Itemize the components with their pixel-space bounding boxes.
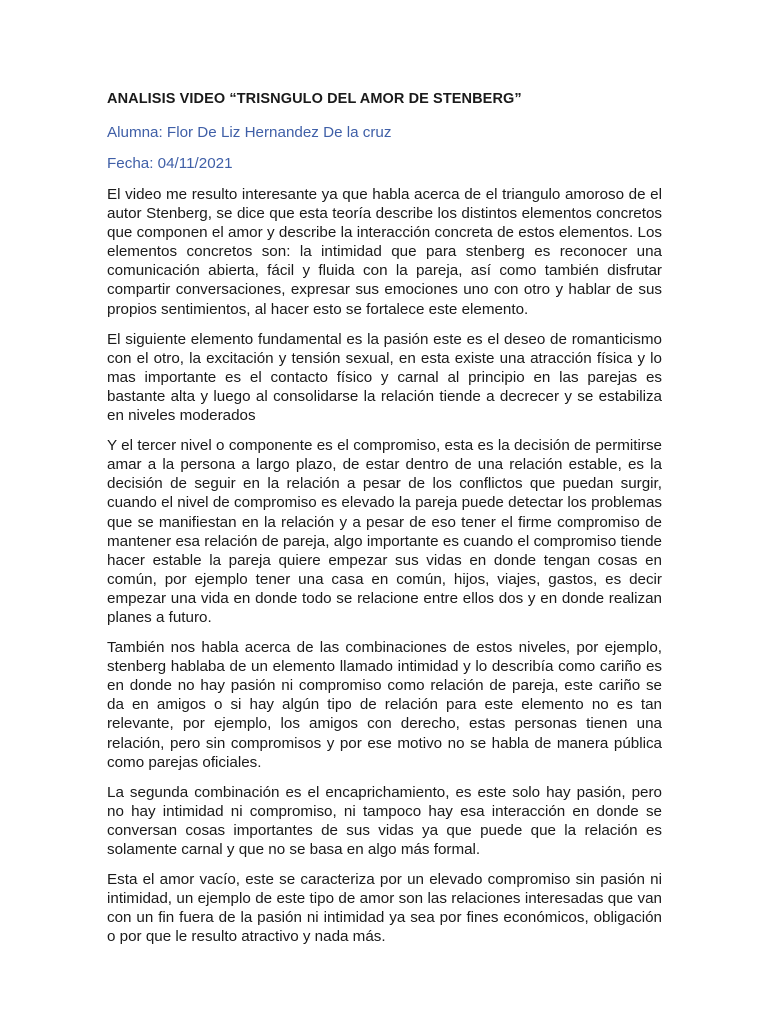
paragraph-4: También nos habla acerca de las combinaciones de estos niveles, por ejemplo, stenberg hablaba de un elemento llamado intimidad y lo describía como cariño es en donde no hay pasión ni compromiso como relación de pareja, este cariño se da en amigos o si hay algún tipo de relación para este elemento no es tan relevante, por ejemplo, los amigos con derecho, estas personas tienen una relación, pero sin compromisos y por ese motivo no se habla de manera pública como parejas oficiales. — [107, 639, 662, 771]
document-date: Fecha: 04/11/2021 — [107, 155, 233, 172]
paragraph-2: El siguiente elemento fundamental es la pasión este es el deseo de romanticismo con el otro, la excitación y tensión sexual, en esta existe una atracción física y lo mas importante es el contacto físico y carnal al principio en las parejas es bastante alta y luego al consolidarse la relación tiende a decrecer y se estabiliza en niveles moderados — [107, 330, 662, 425]
paragraph-6: Esta el amor vacío, este se caracteriza por un elevado compromiso sin pasión ni intimidad, un ejemplo de este tipo de amor son las relaciones interesadas que van con un fin fuera de la pasión ni intimidad ya sea por fines económicos, obligación o por que le resulto atractivo y nada más. — [107, 871, 662, 946]
paragraph-5: La segunda combinación es el encaprichamiento, es este solo hay pasión, pero no hay intimidad ni compromiso, ni tampoco hay esa interacción en donde se conversan cosas importantes de sus vidas ya que puede que la relación es solamente carnal y que no se basa en algo más formal. — [107, 783, 662, 858]
student-name: Alumna: Flor De Liz Hernandez De la cruz — [107, 124, 392, 141]
document-title: ANALISIS VIDEO “TRISNGULO DEL AMOR DE STENBERG” — [107, 91, 522, 107]
paragraph-1: El video me resulto interesante ya que habla acerca de el triangulo amoroso de el autor Stenberg, se dice que esta teoría describe los distintos elementos concretos que componen el amor y describe la interacción concreta de estos elementos. Los elementos concretos son: la intimidad que para stenberg es reconocer una comunicación abierta, fácil y fluida con la pareja, así como también disfrutar compartir conversaciones, expresar sus emociones uno con otro y hablar de sus propios sentimientos, al hacer esto se fortalece este elemento. — [107, 186, 662, 318]
paragraph-3: Y el tercer nivel o componente es el compromiso, esta es la decisión de permitirse amar a la persona a largo plazo, de estar dentro de una relación estable, es la decisión de seguir en la relación a pesar de los conflictos que puedan surgir, cuando el nivel de compromiso es elevado la pareja puede detectar los problemas que se manifiestan en la relación y a pesar de eso tener el firme compromiso de mantener esa relación de pareja, algo importante es cuando el compromiso tiende hacer estable la pareja quiere empezar sus vidas en donde tengan cosas en común, por ejemplo tener una casa en común, hijos, viajes, gastos, es decir empezar una vida en donde todo se relacione entre ellos dos y en donde realizan planes a futuro. — [107, 437, 662, 626]
